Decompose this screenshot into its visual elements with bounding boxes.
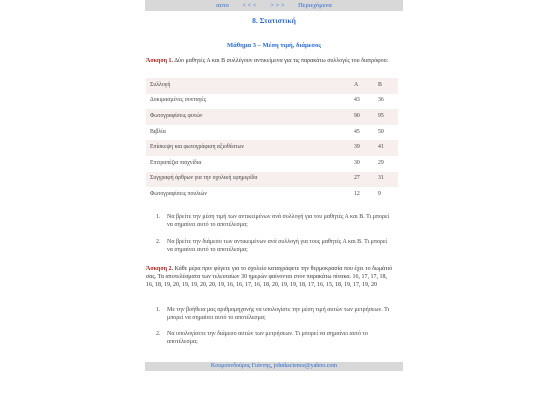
nav-contents-link[interactable]: Περιεχόμενα [298, 2, 332, 9]
question-number: 1. [156, 307, 161, 313]
table-header-cell: Συλλογή [146, 78, 350, 94]
question-number: 2. [156, 331, 161, 337]
table-cell: 50 [374, 125, 398, 141]
table-header-cell: Β [374, 78, 398, 94]
exercise-1-intro [146, 57, 396, 65]
table-row [146, 156, 398, 172]
table-cell: 12 [350, 187, 374, 203]
exercise-1-question-2 [156, 238, 392, 254]
table-cell: 45 [350, 125, 374, 141]
table-row [146, 109, 398, 125]
table-cell: Επίσκεψη και φωτογράφιση αξιοθέατων [146, 140, 350, 156]
question-text: Να βρείτε την διάμεσο των αντικειμένων ανά συλλογή για τους μαθητές Α και Β. Τι μπορεί να σημαίνει αυτό το αποτέλεσμα; [167, 239, 388, 254]
nav-home-link[interactable]: αυτο [216, 2, 229, 9]
table-row [146, 140, 398, 156]
table-header-cell: Α [350, 78, 374, 94]
question-text: Με την βοήθεια μας αριθμομηχανής να υπολογίστε την μέση τιμή αυτών των μετρήσεων. Τι μπορεί να σημαίνει αυτό το αποτέλεσμα; [167, 307, 390, 322]
table-cell: Φωτογραφίσεις φυτών [146, 109, 350, 125]
collections-table [146, 78, 398, 203]
table-row [146, 94, 398, 110]
table-row [146, 187, 398, 203]
exercise-2-text: Κάθε μέρα πριν φύγετε για το σχολείο καταγράφετε την θερμοκρασία που έχει το δωμάτιό σας. Τα αποτελέσματα των τελευταίων 30 ημερών φαίνονται στον παρακάτω πίνακα. 16, 17, 17, 18, 16, 18, 19, 20, 19, 19, 20, 20, 19, 16, 16, 17, 16, 18, 20, 19, 19, 18, 17, 16, 15, 18, 19, 17, 19, 20 [146, 266, 393, 289]
question-number: 2. [156, 239, 161, 245]
chapter-title: 8. Στατιστική [252, 16, 296, 25]
table-row [146, 125, 398, 141]
table-row [146, 172, 398, 188]
table-cell: 31 [374, 172, 398, 188]
table-cell: 27 [350, 172, 374, 188]
exercise-1-label: Άσκηση 1. [146, 58, 174, 64]
lesson-title: Μάθημα 3 – Μέση τιμή, διάμεσος [227, 42, 321, 49]
exercise-2-question-1 [156, 306, 392, 322]
table-cell: Συγγραφή άρθρων για την σχολική εφημερίδα [146, 172, 350, 188]
nav-prev-link[interactable]: < < < [242, 2, 257, 9]
top-navigation-bar [145, 0, 403, 11]
exercise-2-question-2 [156, 330, 392, 346]
footer-author-link[interactable]: Κουμουνδούρος Γιάννης, johnkscience@yahoo.com [145, 362, 403, 371]
table-cell: 29 [374, 156, 398, 172]
table-cell: 43 [350, 94, 374, 110]
table-cell: Βιβλία [146, 125, 350, 141]
exercise-2-intro [146, 265, 396, 289]
table-cell: Επιτραπέζια παιχνίδια [146, 156, 350, 172]
table-cell: 36 [374, 94, 398, 110]
exercise-1-question-1 [156, 213, 392, 229]
table-header-row [146, 78, 398, 94]
question-number: 1. [156, 214, 161, 220]
table-cell: 95 [374, 109, 398, 125]
table-cell: Φωτογραφίσεις πουλιών [146, 187, 350, 203]
table-cell: 90 [350, 109, 374, 125]
nav-next-link[interactable]: > > > [270, 2, 285, 9]
question-text: Να βρείτε την μέση τιμή των αντικειμένων ανά συλλογή για του μαθητές Α και Β. Τι μπορεί να σημαίνει αυτό το αποτέλεσμα; [167, 214, 390, 229]
exercise-2-label: Άσκηση 2. [146, 266, 174, 272]
table-cell: 39 [350, 140, 374, 156]
table-cell: 9 [374, 187, 398, 203]
table-cell: 30 [350, 156, 374, 172]
exercise-1-text: Δύο μαθητές Α και Β συλλέγουν αντικείμενα για τις παρακάτω συλλογές του διατρόφου: [174, 58, 389, 64]
table-cell: 41 [374, 140, 398, 156]
table-cell: Δοκιμασμένες συνταγές [146, 94, 350, 110]
question-text: Να υπολογίσετε την διάμεσο αυτών των μετρήσεων. Τι μπορεί να σημαίνει αυτό το αποτέλεσμα; [167, 331, 368, 346]
